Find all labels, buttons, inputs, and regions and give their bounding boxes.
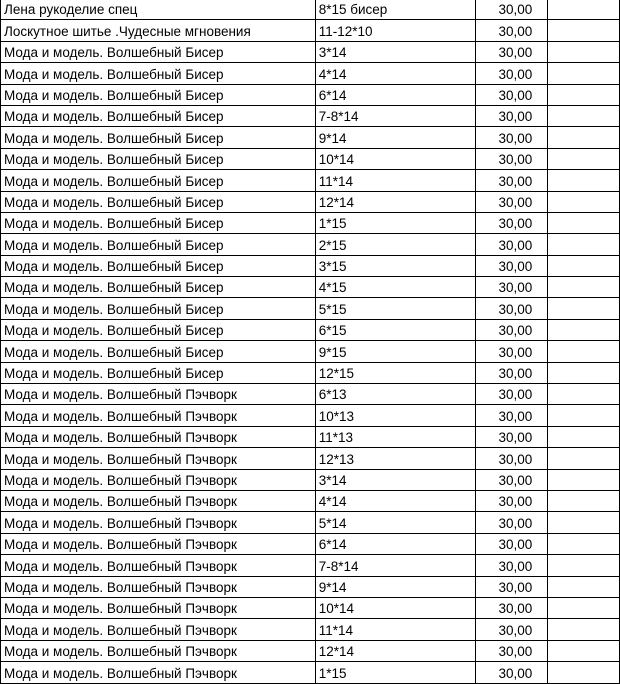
name-cell[interactable]: Мода и модель. Волшебный Пэчворк xyxy=(1,512,316,533)
size-cell[interactable]: 2*15 xyxy=(315,234,476,255)
name-cell[interactable]: Мода и модель. Волшебный Пэчворк xyxy=(1,490,316,511)
price-cell[interactable]: 30,00 xyxy=(476,255,548,276)
name-cell[interactable]: Лоскутное шитье .Чудесные мгновения xyxy=(1,20,316,41)
table-row xyxy=(1,640,620,661)
name-cell[interactable]: Мода и модель. Волшебный Пэчворк xyxy=(1,405,316,426)
empty-cell[interactable] xyxy=(548,105,620,126)
table-row xyxy=(1,41,620,62)
price-cell[interactable]: 30,00 xyxy=(476,619,548,640)
empty-cell[interactable] xyxy=(548,597,620,618)
table-row xyxy=(1,170,620,191)
table-row xyxy=(1,469,620,490)
price-cell[interactable]: 30,00 xyxy=(476,533,548,554)
empty-cell[interactable] xyxy=(548,212,620,233)
size-cell[interactable]: 3*14 xyxy=(315,469,476,490)
empty-cell[interactable] xyxy=(548,127,620,148)
size-cell[interactable]: 5*14 xyxy=(315,512,476,533)
price-cell[interactable]: 30,00 xyxy=(476,576,548,597)
empty-cell[interactable] xyxy=(548,170,620,191)
table-row xyxy=(1,576,620,597)
size-cell[interactable]: 9*15 xyxy=(315,341,476,362)
name-cell[interactable]: Мода и модель. Волшебный Бисер xyxy=(1,362,316,383)
table-row xyxy=(1,298,620,319)
price-cell[interactable]: 30,00 xyxy=(476,191,548,212)
empty-cell[interactable] xyxy=(548,234,620,255)
table-row xyxy=(1,63,620,84)
price-cell[interactable]: 30,00 xyxy=(476,384,548,405)
price-cell[interactable]: 30,00 xyxy=(476,148,548,169)
name-cell[interactable]: Мода и модель. Волшебный Бисер xyxy=(1,41,316,62)
empty-cell[interactable] xyxy=(548,448,620,469)
name-cell[interactable]: Мода и модель. Волшебный Пэчворк xyxy=(1,448,316,469)
size-cell[interactable]: 8*15 бисер xyxy=(315,0,476,20)
price-cell[interactable]: 30,00 xyxy=(476,512,548,533)
table-row xyxy=(1,555,620,576)
empty-cell[interactable] xyxy=(548,277,620,298)
name-cell[interactable]: Мода и модель. Волшебный Бисер xyxy=(1,255,316,276)
table-row xyxy=(1,662,620,683)
empty-cell[interactable] xyxy=(548,426,620,447)
name-cell[interactable]: Мода и модель. Волшебный Бисер xyxy=(1,298,316,319)
table-row xyxy=(1,319,620,340)
empty-cell[interactable] xyxy=(548,84,620,105)
table-row xyxy=(1,384,620,405)
name-cell[interactable]: Мода и модель. Волшебный Бисер xyxy=(1,170,316,191)
table-row xyxy=(1,20,620,41)
name-cell[interactable]: Мода и модель. Волшебный Бисер xyxy=(1,341,316,362)
size-cell[interactable]: 12*15 xyxy=(315,362,476,383)
size-cell[interactable]: 10*14 xyxy=(315,148,476,169)
size-cell[interactable]: 9*14 xyxy=(315,576,476,597)
name-cell[interactable]: Лена рукоделие спец xyxy=(1,0,316,20)
table-row xyxy=(1,148,620,169)
name-cell[interactable]: Мода и модель. Волшебный Пэчворк xyxy=(1,597,316,618)
size-cell[interactable]: 10*14 xyxy=(315,597,476,618)
empty-cell[interactable] xyxy=(548,469,620,490)
price-cell[interactable]: 30,00 xyxy=(476,20,548,41)
table-row xyxy=(1,277,620,298)
name-cell[interactable]: Мода и модель. Волшебный Пэчворк xyxy=(1,533,316,554)
name-cell[interactable]: Мода и модель. Волшебный Пэчворк xyxy=(1,576,316,597)
price-cell[interactable]: 30,00 xyxy=(476,341,548,362)
size-cell[interactable]: 6*15 xyxy=(315,319,476,340)
size-cell[interactable]: 12*14 xyxy=(315,191,476,212)
name-cell[interactable]: Мода и модель. Волшебный Бисер xyxy=(1,84,316,105)
size-cell[interactable]: 3*15 xyxy=(315,255,476,276)
price-cell[interactable]: 30,00 xyxy=(476,640,548,661)
empty-cell[interactable] xyxy=(548,555,620,576)
price-cell[interactable]: 30,00 xyxy=(476,41,548,62)
table-row xyxy=(1,405,620,426)
size-cell[interactable]: 11-12*10 xyxy=(315,20,476,41)
price-cell[interactable]: 30,00 xyxy=(476,362,548,383)
price-cell[interactable]: 30,00 xyxy=(476,170,548,191)
size-cell[interactable]: 6*13 xyxy=(315,384,476,405)
empty-cell[interactable] xyxy=(548,191,620,212)
price-cell[interactable]: 30,00 xyxy=(476,0,548,20)
empty-cell[interactable] xyxy=(548,533,620,554)
price-cell[interactable]: 30,00 xyxy=(476,212,548,233)
table-body xyxy=(1,0,620,683)
size-cell[interactable]: 9*14 xyxy=(315,127,476,148)
name-cell[interactable]: Мода и модель. Волшебный Пэчворк xyxy=(1,426,316,447)
size-cell[interactable]: 3*14 xyxy=(315,41,476,62)
name-cell[interactable]: Мода и модель. Волшебный Бисер xyxy=(1,63,316,84)
size-cell[interactable]: 12*14 xyxy=(315,640,476,661)
size-cell[interactable]: 6*14 xyxy=(315,533,476,554)
table-row xyxy=(1,448,620,469)
name-cell[interactable]: Мода и модель. Волшебный Пэчворк xyxy=(1,555,316,576)
empty-cell[interactable] xyxy=(548,41,620,62)
price-cell[interactable]: 30,00 xyxy=(476,426,548,447)
empty-cell[interactable] xyxy=(548,341,620,362)
size-cell[interactable]: 4*15 xyxy=(315,277,476,298)
empty-cell[interactable] xyxy=(548,619,620,640)
table-row xyxy=(1,191,620,212)
size-cell[interactable]: 10*13 xyxy=(315,405,476,426)
size-cell[interactable]: 12*13 xyxy=(315,448,476,469)
table-row xyxy=(1,619,620,640)
name-cell[interactable]: Мода и модель. Волшебный Пэчворк xyxy=(1,640,316,661)
empty-cell[interactable] xyxy=(548,0,620,20)
price-cell[interactable]: 30,00 xyxy=(476,105,548,126)
price-cell[interactable]: 30,00 xyxy=(476,448,548,469)
table-row xyxy=(1,341,620,362)
price-cell[interactable]: 30,00 xyxy=(476,84,548,105)
name-cell[interactable]: Мода и модель. Волшебный Бисер xyxy=(1,105,316,126)
price-cell[interactable]: 30,00 xyxy=(476,319,548,340)
price-cell[interactable]: 30,00 xyxy=(476,127,548,148)
size-cell[interactable]: 7-8*14 xyxy=(315,105,476,126)
empty-cell[interactable] xyxy=(548,362,620,383)
size-cell[interactable]: 5*15 xyxy=(315,298,476,319)
table-row xyxy=(1,0,620,20)
empty-cell[interactable] xyxy=(548,512,620,533)
table-row xyxy=(1,255,620,276)
name-cell[interactable]: Мода и модель. Волшебный Пэчворк xyxy=(1,619,316,640)
table-row xyxy=(1,362,620,383)
table-row xyxy=(1,212,620,233)
table-row xyxy=(1,234,620,255)
empty-cell[interactable] xyxy=(548,63,620,84)
size-cell[interactable]: 1*15 xyxy=(315,662,476,683)
empty-cell[interactable] xyxy=(548,640,620,661)
price-cell[interactable]: 30,00 xyxy=(476,405,548,426)
size-cell[interactable]: 6*14 xyxy=(315,84,476,105)
table-row xyxy=(1,512,620,533)
name-cell[interactable]: Мода и модель. Волшебный Пэчворк xyxy=(1,469,316,490)
empty-cell[interactable] xyxy=(548,319,620,340)
table-row xyxy=(1,127,620,148)
empty-cell[interactable] xyxy=(548,576,620,597)
table-row xyxy=(1,490,620,511)
price-cell[interactable]: 30,00 xyxy=(476,555,548,576)
price-cell[interactable]: 30,00 xyxy=(476,469,548,490)
name-cell[interactable]: Мода и модель. Волшебный Бисер xyxy=(1,127,316,148)
empty-cell[interactable] xyxy=(548,490,620,511)
name-cell[interactable]: Мода и модель. Волшебный Бисер xyxy=(1,319,316,340)
empty-cell[interactable] xyxy=(548,148,620,169)
name-cell[interactable]: Мода и модель. Волшебный Бисер xyxy=(1,148,316,169)
empty-cell[interactable] xyxy=(548,298,620,319)
size-cell[interactable]: 1*15 xyxy=(315,212,476,233)
name-cell[interactable]: Мода и модель. Волшебный Бисер xyxy=(1,234,316,255)
price-cell[interactable]: 30,00 xyxy=(476,597,548,618)
name-cell[interactable]: Мода и модель. Волшебный Бисер xyxy=(1,212,316,233)
size-cell[interactable]: 11*14 xyxy=(315,170,476,191)
name-cell[interactable]: Мода и модель. Волшебный Пэчворк xyxy=(1,384,316,405)
price-cell[interactable]: 30,00 xyxy=(476,662,548,683)
empty-cell[interactable] xyxy=(548,255,620,276)
price-cell[interactable]: 30,00 xyxy=(476,490,548,511)
table-row xyxy=(1,105,620,126)
empty-cell[interactable] xyxy=(548,405,620,426)
empty-cell[interactable] xyxy=(548,384,620,405)
size-cell[interactable]: 4*14 xyxy=(315,63,476,84)
table-row xyxy=(1,426,620,447)
table-row xyxy=(1,84,620,105)
price-cell[interactable]: 30,00 xyxy=(476,298,548,319)
table-row xyxy=(1,597,620,618)
name-cell[interactable]: Мода и модель. Волшебный Пэчворк xyxy=(1,662,316,683)
size-cell[interactable]: 11*13 xyxy=(315,426,476,447)
size-cell[interactable]: 4*14 xyxy=(315,490,476,511)
name-cell[interactable]: Мода и модель. Волшебный Бисер xyxy=(1,277,316,298)
empty-cell[interactable] xyxy=(548,20,620,41)
price-cell[interactable]: 30,00 xyxy=(476,63,548,84)
price-cell[interactable]: 30,00 xyxy=(476,277,548,298)
table-row xyxy=(1,533,620,554)
size-cell[interactable]: 7-8*14 xyxy=(315,555,476,576)
name-cell[interactable]: Мода и модель. Волшебный Бисер xyxy=(1,191,316,212)
price-cell[interactable]: 30,00 xyxy=(476,234,548,255)
empty-cell[interactable] xyxy=(548,662,620,683)
size-cell[interactable]: 11*14 xyxy=(315,619,476,640)
